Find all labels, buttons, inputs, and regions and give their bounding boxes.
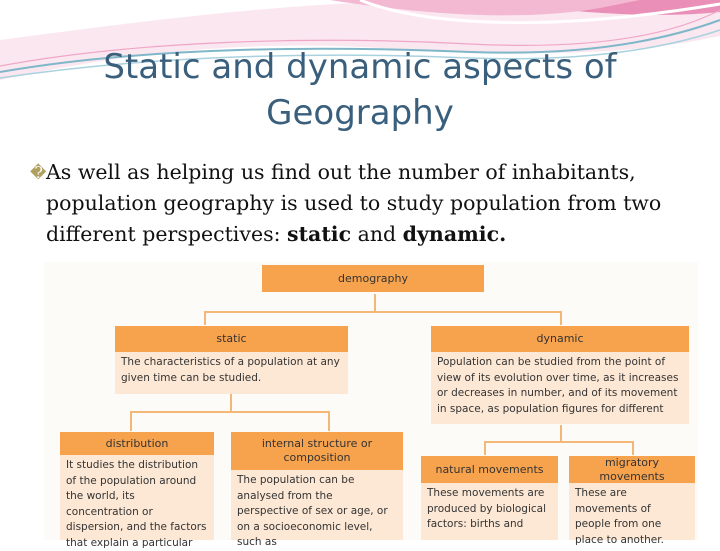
natural-movements-description: These movements are produced by biological factors: births and (421, 483, 558, 540)
connector-root-down (374, 294, 376, 312)
slide-title (0, 44, 720, 136)
connector-horizontal-top (204, 311, 562, 313)
demography-node: demography (262, 265, 484, 292)
dynamic-emphasis: dynamic. (402, 222, 507, 246)
connector-dynamic-up (560, 311, 562, 325)
title-line-2: Geography (266, 93, 454, 133)
static-header: static (115, 326, 348, 352)
title-line-1: Static and dynamic aspects of (103, 47, 617, 87)
intro-text: As well as helping us find out the number of inhabitants, population geography is used to study population from two different perspectives: (46, 160, 662, 246)
demography-diagram (44, 262, 698, 549)
bullet-paragraph (30, 157, 706, 250)
connector-static-up (204, 311, 206, 325)
migratory-movements-header: migratory movements (569, 456, 695, 483)
static-description: The characteristics of a population at any given time can be studied. (115, 352, 348, 394)
migratory-movements-description: These are movements of people from one place to another. (569, 483, 695, 540)
and-text: and (351, 222, 403, 246)
connector-dynamic-down (560, 425, 562, 442)
static-emphasis: static (287, 222, 352, 246)
connector-static-down (230, 394, 232, 412)
connector-migratory-up (632, 441, 634, 455)
connector-structure-up (328, 411, 330, 431)
distribution-description: It studies the distribution of the population around the world, its concentration or dispersion, and the factors that explain a particular (60, 455, 214, 540)
bullet-icon: � (30, 163, 47, 182)
internal-structure-header: internal structure or composition (231, 432, 403, 470)
dynamic-header: dynamic (431, 326, 689, 352)
distribution-header: distribution (60, 432, 214, 455)
connector-horizontal-dynamic (484, 441, 634, 443)
connector-horizontal-static (130, 411, 330, 413)
connector-distribution-up (130, 411, 132, 431)
connector-natural-up (484, 441, 486, 455)
dynamic-description: Population can be studied from the point of view of its evolution over time, as it increases or decreases in number, and of its movement in space, as population figures for different (431, 352, 689, 424)
natural-movements-header: natural movements (421, 456, 558, 483)
internal-structure-description: The population can be analysed from the perspective of sex or age, or on a socioeconomic level, such as (231, 470, 403, 540)
